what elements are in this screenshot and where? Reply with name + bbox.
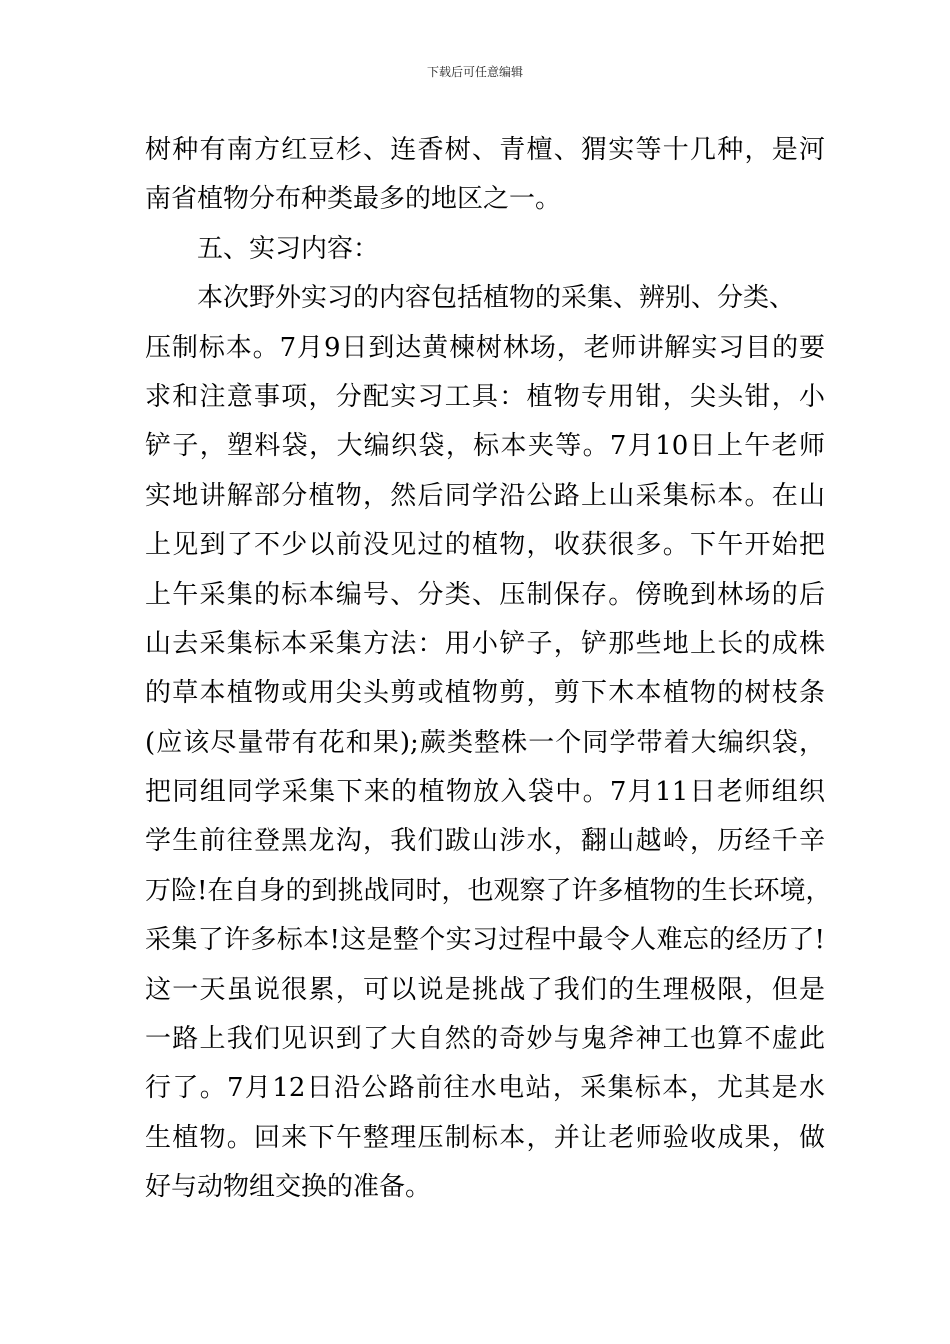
text-line: 的草本植物或用尖头剪或植物剪，剪下木本植物的树枝条: [145, 678, 825, 709]
text-line: 学生前往登黑龙沟，我们跋山涉水，翻山越岭，历经千辛: [145, 826, 825, 857]
text-line: 南省植物分布种类最多的地区之一。: [145, 184, 562, 215]
text-line: 这一天虽说很累，可以说是挑战了我们的生理极限，但是: [145, 974, 825, 1005]
text-line: 铲子，塑料袋，大编织袋，标本夹等。7月10日上午老师: [145, 431, 825, 462]
text-line: 上见到了不少以前没见过的植物，收获很多。下午开始把: [145, 530, 825, 561]
text-line: 求和注意事项，分配实习工具：植物专用钳，尖头钳，小: [145, 381, 825, 412]
text-line: 万险!在自身的到挑战同时，也观察了许多植物的生长环境，: [145, 875, 832, 906]
text-line: 采集了许多标本!这是整个实习过程中最令人难忘的经历了!: [145, 925, 825, 956]
text-line: 把同组同学采集下来的植物放入袋中。7月11日老师组织: [145, 777, 825, 808]
text-line: 行了。7月12日沿公路前往水电站，采集标本，尤其是水: [145, 1073, 825, 1104]
text-line: 本次野外实习的内容包括植物的采集、辨别、分类、: [197, 283, 796, 314]
text-line: 山去采集标本采集方法：用小铲子，铲那些地上长的成株: [145, 628, 825, 659]
section-heading: 五、实习内容：: [197, 233, 380, 264]
text-line: 上午采集的标本编号、分类、压制保存。傍晚到林场的后: [145, 579, 825, 610]
text-line: 生植物。回来下午整理压制标本，并让老师验收成果，做: [145, 1122, 825, 1153]
text-line: 好与动物组交换的准备。: [145, 1172, 432, 1203]
text-line: (应该尽量带有花和果);蕨类整株一个同学带着大编织袋，: [145, 727, 825, 758]
text-line: 实地讲解部分植物，然后同学沿公路上山采集标本。在山: [145, 480, 825, 511]
page-header: 下载后可任意编辑: [426, 65, 523, 79]
text-line: 树种有南方红豆杉、连香树、青檀、猬实等十几种，是河: [145, 135, 825, 165]
text-line: 压制标本。7月9日到达黄楝树林场，老师讲解实习目的要: [145, 332, 825, 363]
text-line: 一路上我们见识到了大自然的奇妙与鬼斧神工也算不虚此: [145, 1024, 825, 1055]
document-body: [145, 126, 832, 1213]
